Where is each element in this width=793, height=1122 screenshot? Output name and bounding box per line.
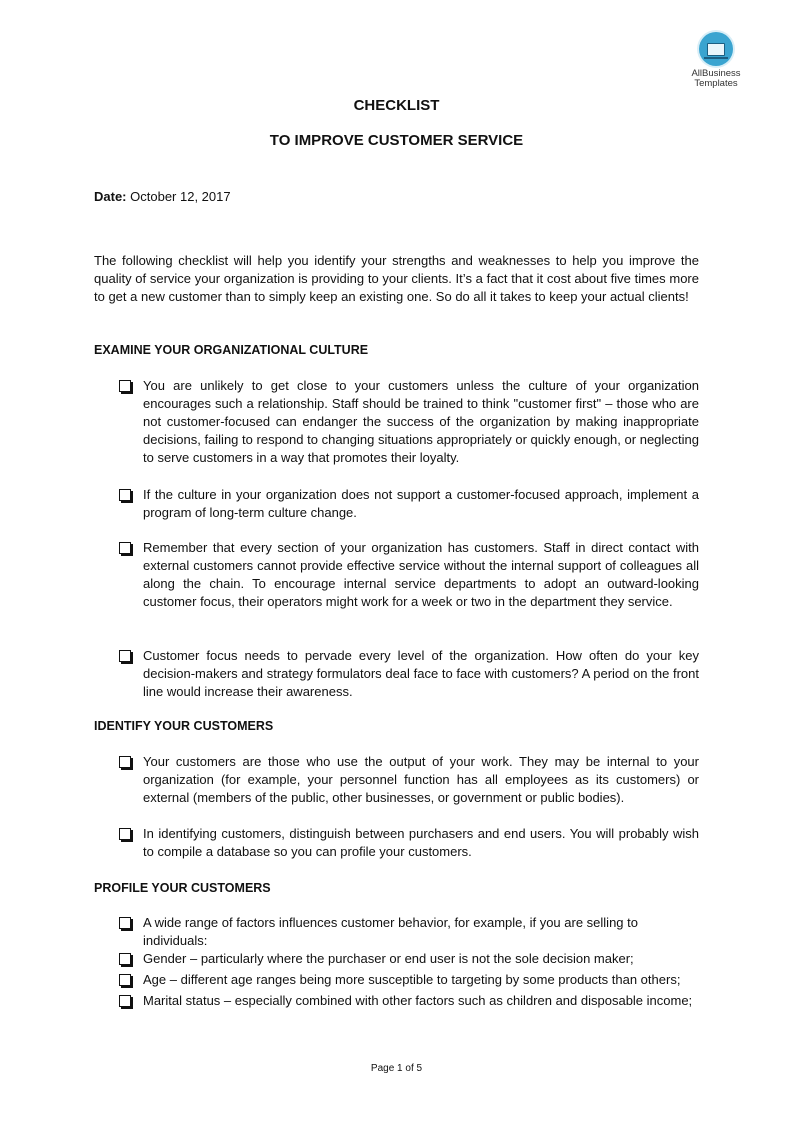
checklist-item-text: Remember that every section of your organization has customers. Staff in direct contact with external customers cannot provide effective service without the internal support of colleagues all along the chain. To encourage internal service departments to adopt an outward-looking customer focus, their operators might work for a week or two in the department they service. — [143, 540, 699, 609]
page-number: Page 1 of 5 — [370, 1063, 423, 1074]
checklist-item-text: You are unlikely to get close to your customers unless the culture of your organization encourages such a relationship. Staff should be trained to think "customer first" – those who are not customer-focused can endanger the success of the organization by making inappropriate decisions, failing to respond to changing situations appropriately or quickly enough, or neglecting to serve customers in a way that promotes their loyalty. — [143, 378, 699, 465]
document-subtitle: TO IMPROVE CUSTOMER SERVICE — [269, 132, 524, 149]
checklist-item — [119, 753, 699, 807]
checklist-item-text: Customer focus needs to pervade every level of the organization. How often do your key decision-makers and strategy formulators deal face to face with customers? A period on the front line would increase their awareness. — [143, 648, 699, 699]
date-label: Date: — [94, 189, 127, 204]
checkbox-icon[interactable] — [119, 974, 131, 986]
company-logo — [686, 32, 746, 89]
logo-line-2: Templates — [694, 78, 738, 89]
checklist-item — [119, 539, 699, 611]
checklist-item-text: Gender – particularly where the purchaser or end user is not the sole decision maker; — [143, 951, 634, 966]
checkbox-icon[interactable] — [119, 542, 131, 554]
checklist-item — [119, 950, 699, 968]
date-line — [94, 189, 231, 204]
checkbox-icon[interactable] — [119, 650, 131, 662]
document-title: CHECKLIST — [353, 97, 440, 114]
checklist-item-text: Age – different age ranges being more susceptible to targeting by some products than others; — [143, 972, 681, 987]
section-heading-culture: EXAMINE YOUR ORGANIZATIONAL CULTURE — [94, 343, 369, 357]
laptop-icon — [699, 32, 733, 66]
checklist-item — [119, 971, 699, 989]
checklist-item-text: Marital status – especially combined with other factors such as children and disposable income; — [143, 993, 693, 1008]
checklist-item — [119, 377, 699, 467]
logo-text — [686, 69, 746, 89]
checkbox-icon[interactable] — [119, 995, 131, 1007]
checklist-item — [119, 825, 699, 861]
checklist-item-text: If the culture in your organization does not support a customer-focused approach, implement a program of long-term culture change. — [143, 487, 699, 520]
checkbox-icon[interactable] — [119, 828, 131, 840]
checkbox-icon[interactable] — [119, 917, 131, 929]
date-value: October 12, 2017 — [130, 189, 231, 204]
checklist-item-text: In identifying customers, distinguish between purchasers and end users. You will probably wish to compile a database so you can profile your customers. — [143, 826, 699, 859]
checklist-item — [119, 486, 699, 522]
intro-paragraph: The following checklist will help you identify your strengths and weaknesses to help you improve the quality of service your organization is providing to your clients. It’s a fact that it cost about five times more to get a new customer than to simply keep an existing one. So do all it takes to keep your actual clients! — [94, 253, 699, 304]
section-heading-profile: PROFILE YOUR CUSTOMERS — [94, 881, 271, 895]
checklist-item — [119, 914, 699, 950]
checklist-item-text: A wide range of factors influences customer behavior, for example, if you are selling to individuals: — [143, 915, 638, 948]
checklist-item — [119, 647, 699, 701]
section-heading-identify: IDENTIFY YOUR CUSTOMERS — [94, 719, 274, 733]
checkbox-icon[interactable] — [119, 756, 131, 768]
checkbox-icon[interactable] — [119, 953, 131, 965]
checkbox-icon[interactable] — [119, 380, 131, 392]
logo-line-1: AllBusiness — [691, 68, 741, 79]
checklist-item-text: Your customers are those who use the output of your work. They may be internal to your organization (for example, your personnel function has all employees as its customers) or external (members of the public, other businesses, or government or public bodies). — [143, 754, 699, 805]
checklist-item — [119, 992, 699, 1010]
checkbox-icon[interactable] — [119, 489, 131, 501]
